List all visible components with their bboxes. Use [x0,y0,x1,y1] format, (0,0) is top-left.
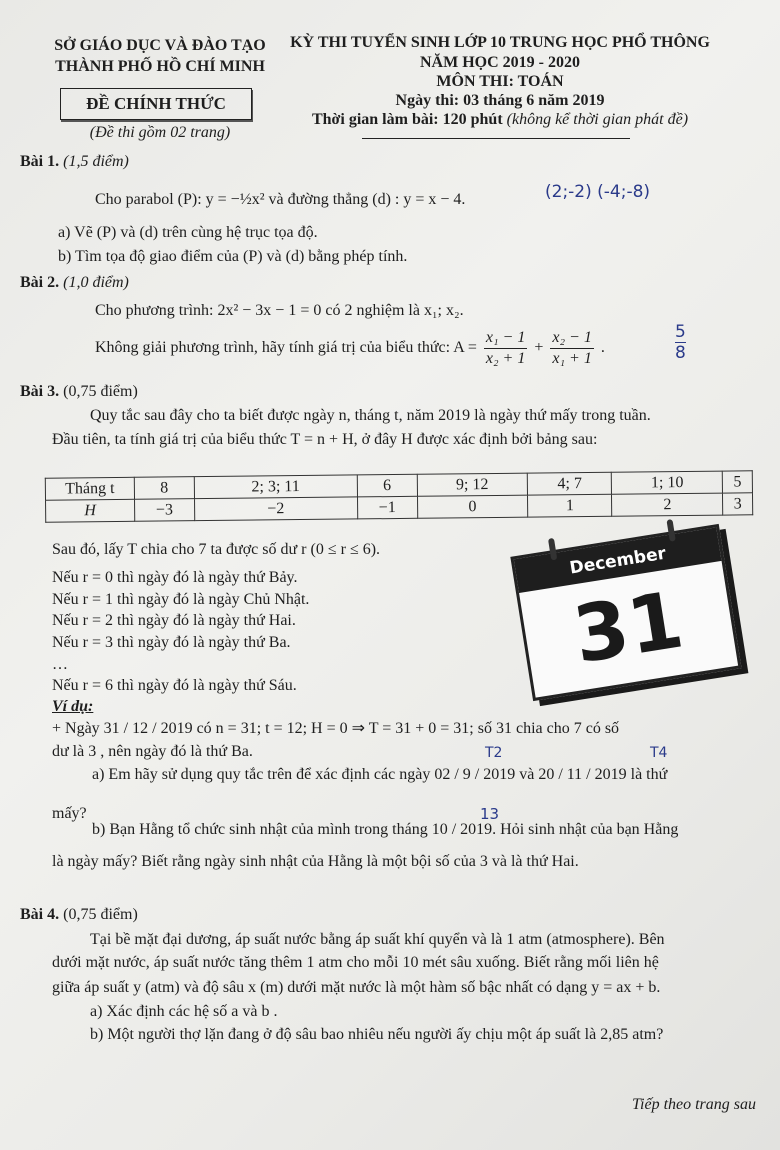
city-name: THÀNH PHỐ HỒ CHÍ MINH [55,58,265,75]
table-cell: 4; 7 [527,472,611,495]
table-cell: 5 [722,471,752,493]
table-cell: 6 [357,474,417,497]
handwritten-denominator: 8 [675,343,686,363]
table-cell: 0 [417,495,528,518]
handwritten-bai2-answer [675,322,686,363]
exam-date: Ngày thi: 03 tháng 6 năm 2019 [395,92,605,109]
fraction-2-numerator: x₂ − 1 [550,328,593,349]
table-cell: 9; 12 [417,473,528,496]
rule-ellipsis: … [52,656,68,673]
calendar-day: 31 [567,575,690,682]
table-cell: −1 [357,496,417,519]
table-cell: −3 [135,499,195,522]
school-year: NĂM HỌC 2019 - 2020 [420,54,580,71]
bai3-part-b-line2: là ngày mấy? Biết rằng ngày sinh nhật của Hằng là một bội số của 3 và là thứ Hai. [52,853,579,870]
table-cell: 2 [612,493,723,516]
rule-line: Nếu r = 0 thì ngày đó là ngày thứ Bảy. [52,569,298,586]
bai3-part-a-line2: mấy? [52,805,87,822]
bai4-title: Bài 4. [20,906,60,923]
subject: MÔN THI: TOÁN [436,73,564,90]
handwritten-numerator: 5 [675,322,686,342]
example-label: Ví dụ: [52,698,94,715]
duration-line [280,110,720,130]
bai2-heading [20,273,129,293]
handwritten-date2-answer: T4 [650,745,668,761]
plus-sign: + [534,339,544,356]
table-header-h: H [46,499,135,522]
bai2-question-text: Không giải phương trình, hãy tính giá trị của biểu thức: A = [95,339,477,356]
example-line-2: dư là 3 , nên ngày đó là thứ Ba. [52,743,253,760]
bai3-remainder-rule: Sau đó, lấy T chia cho 7 ta được số dư r (0 ≤ r ≤ 6). [52,541,381,558]
bai2-points: (1,0 điểm) [63,274,129,291]
bai1-part-b: b) Tìm tọa độ giao điểm của (P) và (d) bằng phép tính. [58,248,408,265]
bai3-heading [20,382,138,402]
example-line-1: + Ngày 31 / 12 / 2019 có n = 31; t = 12; H = 0 ⇒ T = 31 + 0 = 31; số 31 chia cho 7 có số [52,720,620,737]
bai4-para-1: Tại bề mặt đại dương, áp suất nước bằng áp suất khí quyển và là 1 atm (atmosphere). Bên [90,931,665,948]
fraction-2-denominator: x₁ + 1 [552,349,592,367]
bai1-statement: Cho parabol (P): y = −½x² và đường thẳng (d) : y = x − 4. [95,191,466,208]
calendar-month: December [514,527,722,593]
calendar-page [510,524,741,701]
handwritten-bai1-answer: (2;-2) (-4;-8) [545,182,651,202]
bai3-part-a-line1: a) Em hãy sử dụng quy tắc trên để xác định các ngày 02 / 9 / 2019 và 20 / 11 / 2019 là thứ [92,766,668,783]
continued-note: Tiếp theo trang sau [632,1096,757,1113]
rule-line: Nếu r = 2 thì ngày đó là ngày thứ Hai. [52,612,296,629]
table-cell: 2; 3; 11 [194,475,357,499]
bai2-question [95,326,605,370]
bai3-points: (0,75 điểm) [63,383,138,400]
bai4-points: (0,75 điểm) [63,906,138,923]
handwritten-date1-answer: T2 [485,745,503,761]
bai4-heading [20,905,138,925]
official-exam-box: ĐỀ CHÍNH THỨC [60,88,252,120]
handwritten-birthday-answer: 13 [480,805,500,823]
rule-line: Nếu r = 6 thì ngày đó là ngày thứ Sáu. [52,677,297,694]
fraction-1 [484,328,527,369]
exam-title: KỲ THI TUYỂN SINH LỚP 10 TRUNG HỌC PHỔ THÔNG [290,34,710,51]
table-header-month: Tháng t [45,477,134,500]
department-name: SỞ GIÁO DỤC VÀ ĐÀO TẠO [54,37,266,54]
bai4-para-2: dưới mặt nước, áp suất nước tăng thêm 1 atm cho mỗi 10 mét sâu xuống. Biết rằng mối liên hệ [52,954,659,971]
fraction-1-denominator: x₂ + 1 [485,349,526,367]
bai3-intro-1: Quy tắc sau đây cho ta biết được ngày n, tháng t, năm 2019 là ngày thứ mấy trong tuần. [90,407,651,424]
month-h-table [45,470,753,522]
table-cell: 1; 10 [612,471,723,494]
bai1-heading [20,152,129,172]
header-divider [362,138,630,139]
bai3-part-b-line1: b) Bạn Hằng tổ chức sinh nhật của mình trong tháng 10 / 2019. Hỏi sinh nhật của bạn Hằng [92,821,679,838]
duration-note: (không kể thời gian phát đề) [506,111,689,128]
bai2-title: Bài 2. [20,274,60,291]
calendar-illustration [510,525,734,695]
bai4-part-b: b) Một người thợ lặn đang ở độ sâu bao nhiêu nếu người ấy chịu một áp suất là 2,85 atm? [90,1026,664,1043]
period: . [600,339,605,356]
bai4-para-3: giữa áp suất y (atm) và độ sâu x (m) dưới mặt nước là một hàm số bậc nhất có dạng y = ax + b. [52,979,661,996]
bai3-intro-2: Đầu tiên, ta tính giá trị của biểu thức T = n + H, ở đây H được xác định bởi bảng sau: [52,431,598,448]
bai1-title: Bài 1. [20,153,60,170]
bai2-statement: Cho phương trình: 2x² − 3x − 1 = 0 có 2 nghiệm là x₁; x₂. [95,302,464,319]
bai4-part-a: a) Xác định các hệ số a và b . [90,1003,278,1020]
fraction-2 [550,328,593,369]
pages-note: (Đề thi gồm 02 trang) [89,124,231,141]
fraction-1-numerator: x₁ − 1 [484,328,527,349]
rule-line: Nếu r = 3 thì ngày đó là ngày thứ Ba. [52,634,291,651]
duration: Thời gian làm bài: 120 phút [311,111,503,128]
bai3-title: Bài 3. [20,383,60,400]
table-cell: 3 [723,493,753,515]
rule-line: Nếu r = 1 thì ngày đó là ngày Chủ Nhật. [52,591,310,608]
table-cell: −2 [194,497,357,521]
table-cell: 8 [134,477,194,500]
bai1-points: (1,5 điểm) [63,153,129,170]
bai1-part-a: a) Vẽ (P) và (d) trên cùng hệ trục tọa độ. [58,224,318,241]
table-cell: 1 [528,494,612,517]
